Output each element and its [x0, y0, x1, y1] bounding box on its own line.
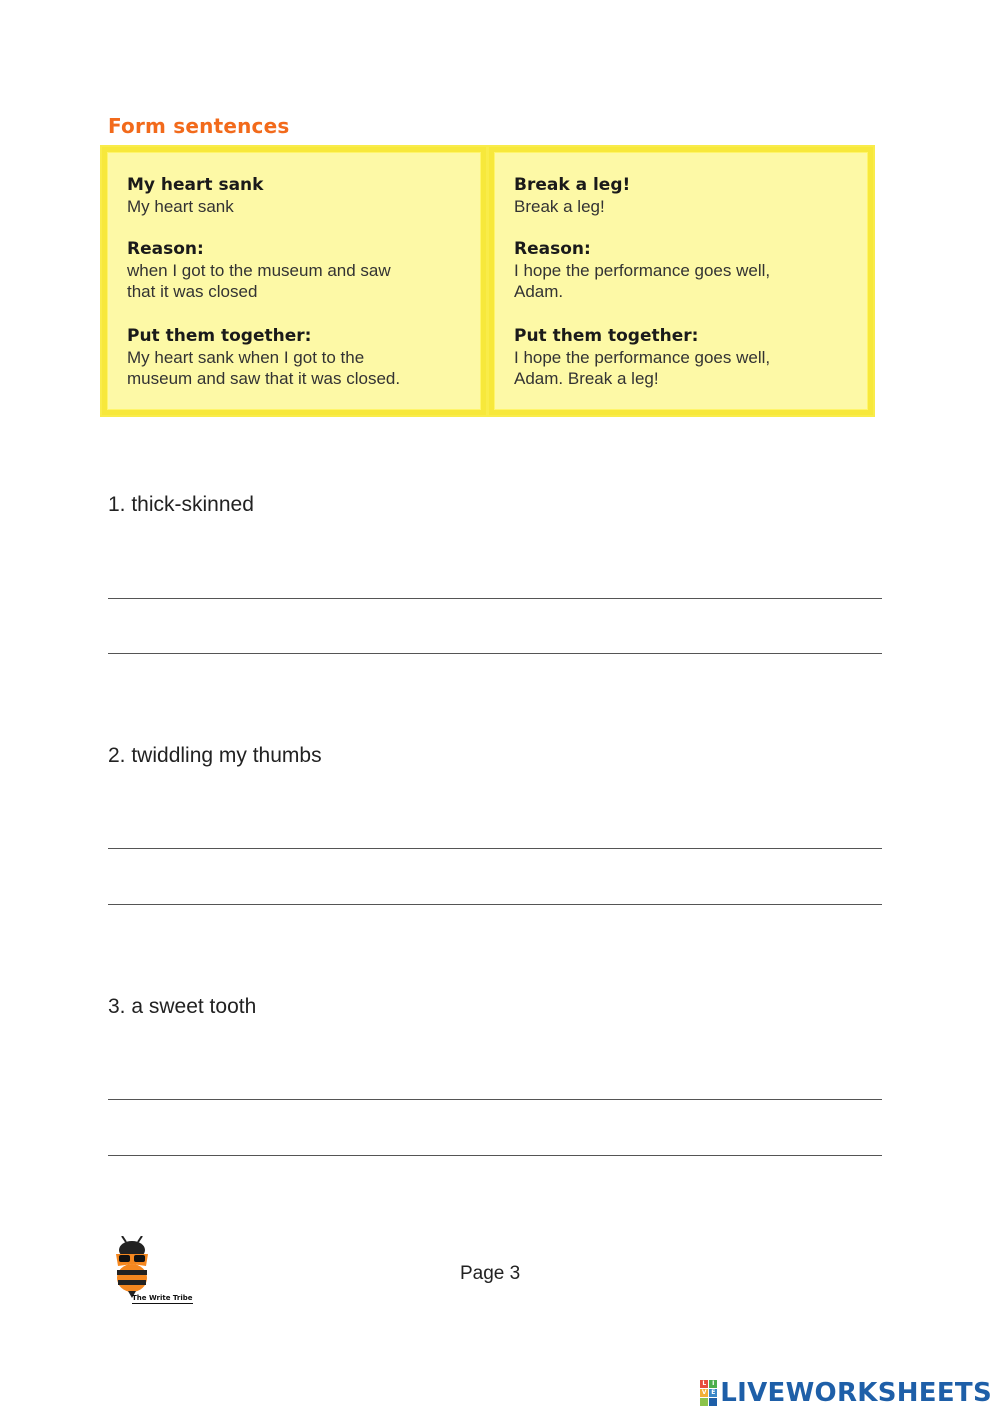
reason-line: when I got to the museum and saw [127, 261, 391, 280]
liveworksheets-brand[interactable] [700, 1378, 992, 1408]
brand-text: LIVEWORKSHEETS [720, 1378, 992, 1408]
together-line: I hope the performance goes well, [514, 348, 771, 367]
example-card-my-heart-sank [102, 147, 486, 415]
question-3-label: 3. a sweet tooth [108, 995, 257, 1018]
together-label: Put them together: [514, 326, 699, 346]
answer-line-1b[interactable] [108, 653, 882, 654]
page-number: Page 3 [460, 1263, 521, 1284]
reason-label: Reason: [514, 239, 591, 259]
bee-icon [108, 1236, 168, 1300]
bee-logo [108, 1236, 218, 1308]
example-card-break-a-leg [489, 147, 873, 415]
question-2-label: 2. twiddling my thumbs [108, 744, 322, 767]
answer-line-2b[interactable] [108, 904, 882, 905]
question-1-label: 1. thick-skinned [108, 493, 254, 516]
together-label: Put them together: [127, 326, 312, 346]
together-line: My heart sank when I got to the [127, 348, 365, 367]
card-text: My heart sank [127, 197, 234, 216]
card-heading: My heart sank [127, 175, 264, 195]
liveworksheets-icon: L I V E [700, 1380, 717, 1406]
answer-line-2a[interactable] [108, 848, 882, 849]
logo-caption: The Write Tribe [132, 1294, 193, 1302]
together-line: museum and saw that it was closed. [127, 369, 401, 388]
answer-line-1a[interactable] [108, 598, 882, 599]
answer-line-3a[interactable] [108, 1099, 882, 1100]
card-text: Break a leg! [514, 197, 605, 216]
reason-line: Adam. [514, 282, 564, 301]
together-line: Adam. Break a leg! [514, 369, 659, 388]
answer-line-3b[interactable] [108, 1155, 882, 1156]
reason-line: that it was closed [127, 282, 258, 301]
card-heading: Break a leg! [514, 175, 631, 195]
reason-line: I hope the performance goes well, [514, 261, 771, 280]
reason-label: Reason: [127, 239, 204, 259]
section-title: Form sentences [108, 114, 290, 138]
